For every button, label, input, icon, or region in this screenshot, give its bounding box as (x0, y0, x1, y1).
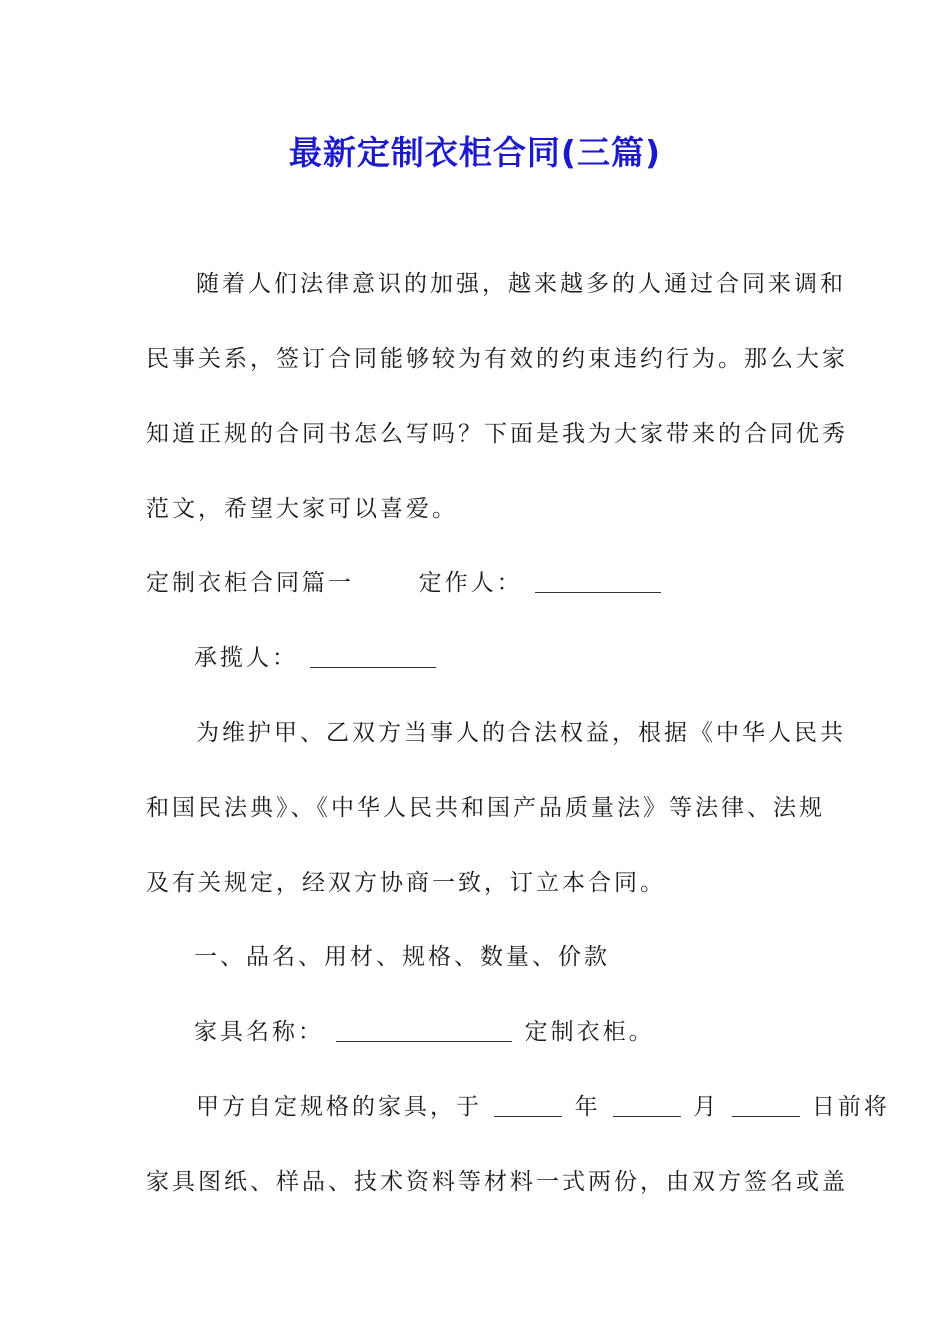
furniture-value: 定制衣柜。 (524, 1019, 655, 1045)
party-b-label: 承揽人： (194, 645, 298, 671)
section-heading: 定制衣柜合同篇一 (146, 570, 354, 596)
intro-line-2: 民事关系，签订合同能够较为有效的约束违约行为。那么大家 (146, 346, 848, 372)
party-a-label: 定作人： (418, 570, 523, 596)
furniture-label: 家具名称： (194, 1019, 324, 1045)
document-title: 最新定制衣柜合同(三篇) (288, 133, 662, 172)
party-b-row (146, 638, 806, 678)
intro-line-1: 随着人们法律意识的加强，越来越多的人通过合同来调和 (196, 271, 846, 297)
intro-line-4: 范文，希望大家可以喜爱。 (146, 496, 458, 522)
intro-line-3: 知道正规的合同书怎么写吗？下面是我为大家带来的合同优秀 (146, 421, 848, 447)
clause-line-1: 为维护甲、乙双方当事人的合法权益，根据《中华人民共 (196, 720, 846, 746)
last-line: 家具图纸、样品、技术资料等材料一式两份，由双方签名或盖 (146, 1169, 848, 1195)
day-blank (732, 1094, 800, 1117)
party-a-blank (535, 570, 661, 593)
clause-line-2: 和国民法典》、《中华人民共和国产品质量法》等法律、法规 (146, 795, 825, 821)
date-line-start: 甲方自定规格的家具，于 (196, 1094, 482, 1120)
clause-line-3: 及有关规定，经双方协商一致，订立本合同。 (146, 870, 666, 896)
item-heading: 一、品名、用材、规格、数量、价款 (194, 944, 610, 970)
month-blank (613, 1094, 681, 1117)
section-heading-row (146, 563, 806, 603)
furniture-row (146, 1012, 806, 1052)
furniture-blank (336, 1019, 512, 1042)
date-day-end: 日前将 (811, 1094, 890, 1120)
party-b-blank (310, 645, 436, 668)
date-year: 年 (574, 1094, 601, 1120)
date-month: 月 (693, 1094, 720, 1120)
date-row (146, 1087, 890, 1127)
year-blank (494, 1094, 562, 1117)
